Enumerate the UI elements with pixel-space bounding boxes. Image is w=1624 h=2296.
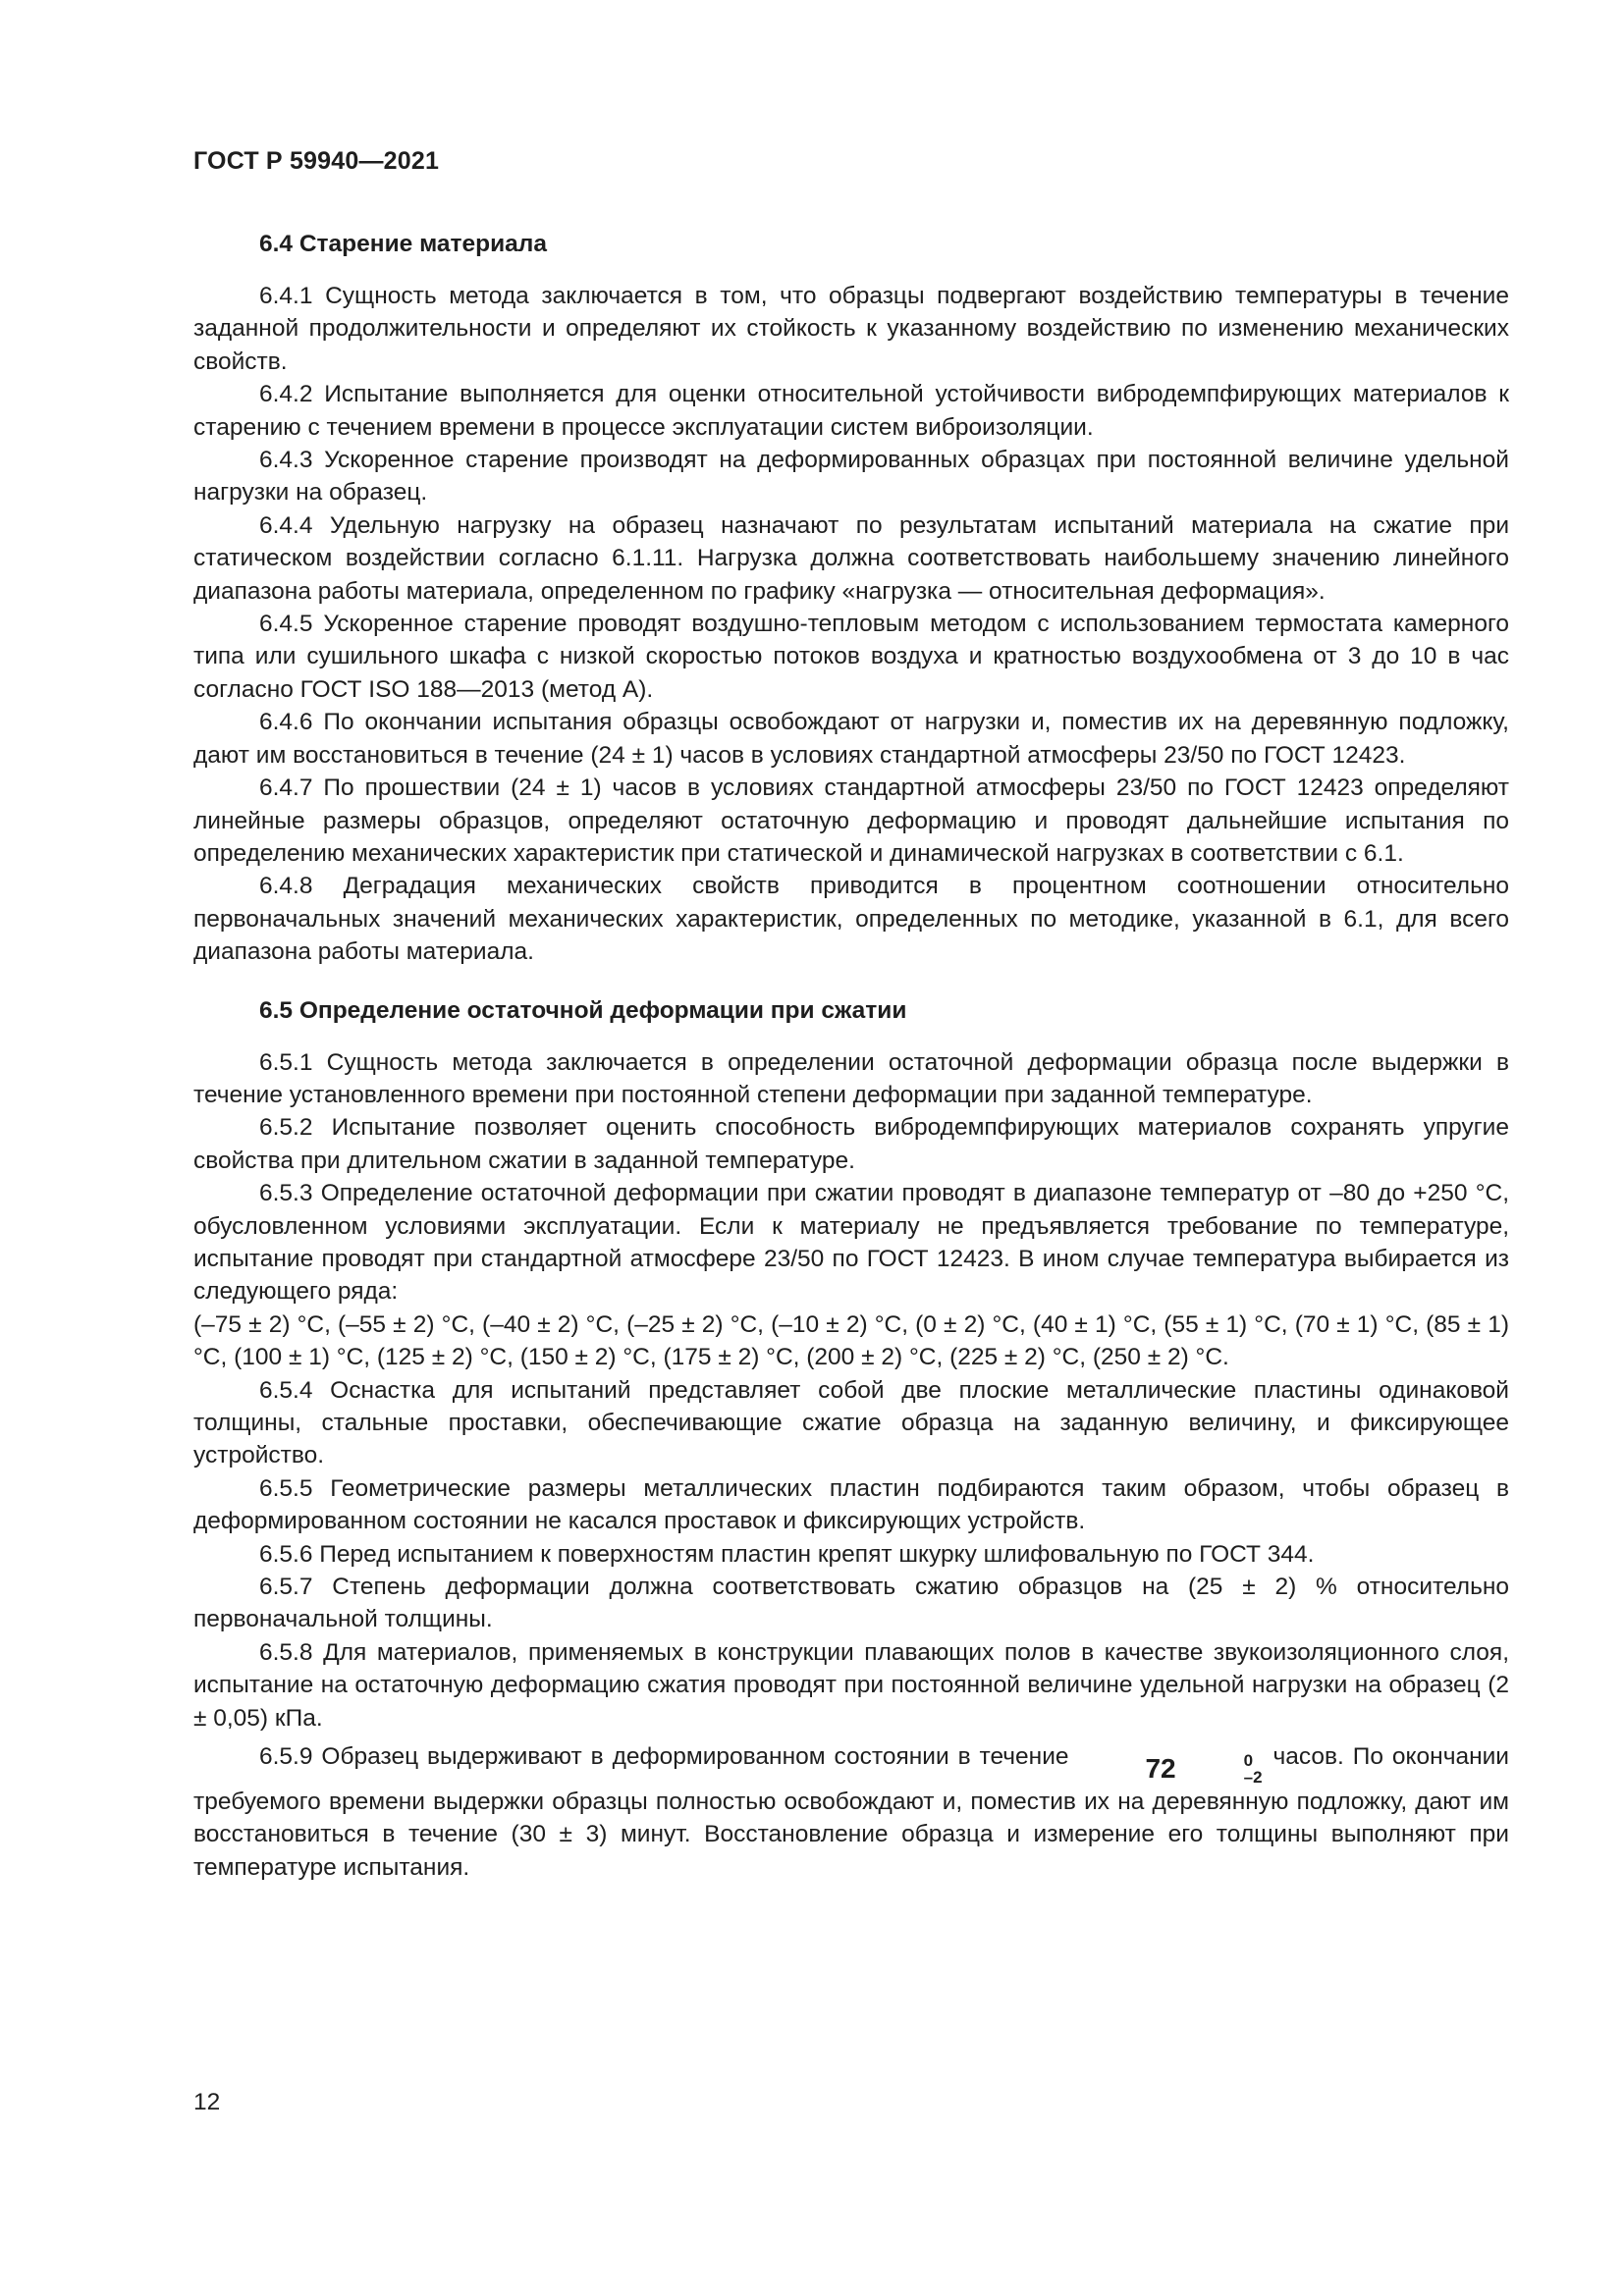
paragraph-6-4-7: 6.4.7 По прошествии (24 ± 1) часов в условиях стандартной атмосферы 23/50 по ГОСТ 12423 определяют линейные размеры образцов, определяют остаточную деформацию и проводят дальнейшие испытания по определению механических характеристик при статической и динамической нагрузках в соответствии с 6.1. (193, 774, 1509, 867)
paragraph-6-5-7: 6.5.7 Степень деформации должна соответствовать сжатию образцов на (25 ± 2) % относительно первоначальной толщины. (193, 1574, 1509, 1633)
tolerance-limits (1178, 1752, 1263, 1786)
paragraph-6-5-9-text-before: 6.5.9 Образец выдерживают в деформированном состоянии в течение (259, 1743, 1069, 1771)
paragraph-6-4-6: 6.4.6 По окончании испытания образцы освобождают от нагрузки и, поместив их на деревянную подложку, дают им восстановиться в течение (24 ± 1) часов в условиях стандартной атмосферы 23/50 по ГОСТ 12423. (193, 709, 1509, 769)
tolerance-value (1079, 1752, 1262, 1786)
temperature-series: (–75 ± 2) °С, (–55 ± 2) °С, (–40 ± 2) °С, (–25 ± 2) °С, (–10 ± 2) °С, (0 ± 2) °С, (40 ± 1) °С, (55 ± 1) °С, (70 ± 1) °С, (85 ± 1) °С, (100 ± 1) °С, (125 ± 2) °С, (150 ± 2) °С, (175 ± 2) °С, (200 ± 2) °С, (225 ± 2) °С, (250 ± 2) °С. (193, 1310, 1509, 1371)
paragraph-6-5-2: 6.5.2 Испытание позволяет оценить способность вибродемпфирующих материалов сохранять упругие свойства при длительном сжатии в заданной температуре. (193, 1114, 1509, 1174)
paragraph-6-5-9 (193, 1740, 1509, 1884)
section-6-4-heading: 6.4 Старение материала (259, 231, 547, 257)
paragraph-6-4-5: 6.4.5 Ускоренное старение проводят воздушно-тепловым методом с использованием термостата камерного типа или сушильного шкафа с низкой скоростью потоков воздуха и кратностью воздухообмена от 3 до 10 в час согласно ГОСТ ISO 188—2013 (метод А). (193, 611, 1509, 703)
paragraph-6-5-4: 6.5.4 Оснастка для испытаний представляет собой две плоские металлические пластины одинаковой толщины, стальные проставки, обеспечивающие сжатие образца на заданную величину, и фиксирующее устройство. (193, 1376, 1509, 1469)
tolerance-base-value: 72 (1145, 1753, 1176, 1785)
paragraph-6-5-9-text-after: часов. По окончании требуемого времени выдержки образцы полностью освобождают и, поместив их на деревянную подложку, дают им восстановиться в течение (30 ± 3) минут. Восстановление образца и измерение его толщины выполняют при температуре испытания. (193, 1743, 1509, 1881)
paragraph-6-5-8: 6.5.8 Для материалов, применяемых в конструкции плавающих полов в качестве звукоизоляционного слоя, испытание на остаточную деформацию сжатия проводят при постоянной величине удельной нагрузки на образец (2 ± 0,05) кПа. (193, 1638, 1509, 1732)
tolerance-upper: 0 (1243, 1751, 1254, 1771)
paragraph-6-4-8: 6.4.8 Деградация механических свойств приводится в процентном соотношении относительно первоначальных значений механических характеристик, определенных по методике, указанной в 6.1, для всего диапазона работы материала. (193, 873, 1509, 966)
paragraph-6-4-3: 6.4.3 Ускоренное старение производят на деформированных образцах при постоянной величине удельной нагрузки на образец. (193, 447, 1509, 507)
paragraph-6-5-5: 6.5.5 Геометрические размеры металлических пластин подбираются таким образом, чтобы образец в деформированном состоянии не касался проставок и фиксирующих устройств. (193, 1474, 1509, 1535)
section-6-5-heading: 6.5 Определение остаточной деформации при сжатии (259, 996, 907, 1024)
paragraph-6-5-6: 6.5.6 Перед испытанием к поверхностям пластин крепят шкурку шлифовальную по ГОСТ 344. (259, 1540, 1315, 1568)
paragraph-6-4-4: 6.4.4 Удельную нагрузку на образец назначают по результатам испытаний материала на сжатие при статическом воздействии согласно 6.1.11. Нагрузка должна соответствовать наибольшему значению линейного диапазона работы материала, определенном по графику «нагрузка — относительная деформация». (193, 511, 1509, 605)
paragraph-6-5-3: 6.5.3 Определение остаточной деформации при сжатии проводят в диапазоне температур от –80 до +250 °С, обусловленном условиями эксплуатации. Если к материалу не предъявляется требование по температуре, испытание проводят при стандартной атмосфере 23/50 по ГОСТ 12423. В ином случае температура выбирается из следующего ряда: (193, 1180, 1509, 1306)
paragraph-6-4-2: 6.4.2 Испытание выполняется для оценки относительной устойчивости вибродемпфирующих материалов к старению с течением времени в процессе эксплуатации систем виброизоляции. (193, 381, 1509, 441)
tolerance-lower: –2 (1243, 1768, 1263, 1788)
paragraph-6-4-1: 6.4.1 Сущность метода заключается в том, что образцы подвергают воздействию температуры в течение заданной продолжительности и определяют их стойкость к указанному воздействию по изменению механических свойств. (193, 283, 1509, 375)
document-code: ГОСТ Р 59940—2021 (193, 147, 440, 175)
document-body (193, 228, 1509, 1884)
page-number: 12 (193, 2089, 221, 2115)
paragraph-6-5-1: 6.5.1 Сущность метода заключается в определении остаточной деформации образца после выдержки в течение установленного времени при постоянной степени деформации при заданной температуре. (193, 1048, 1509, 1108)
